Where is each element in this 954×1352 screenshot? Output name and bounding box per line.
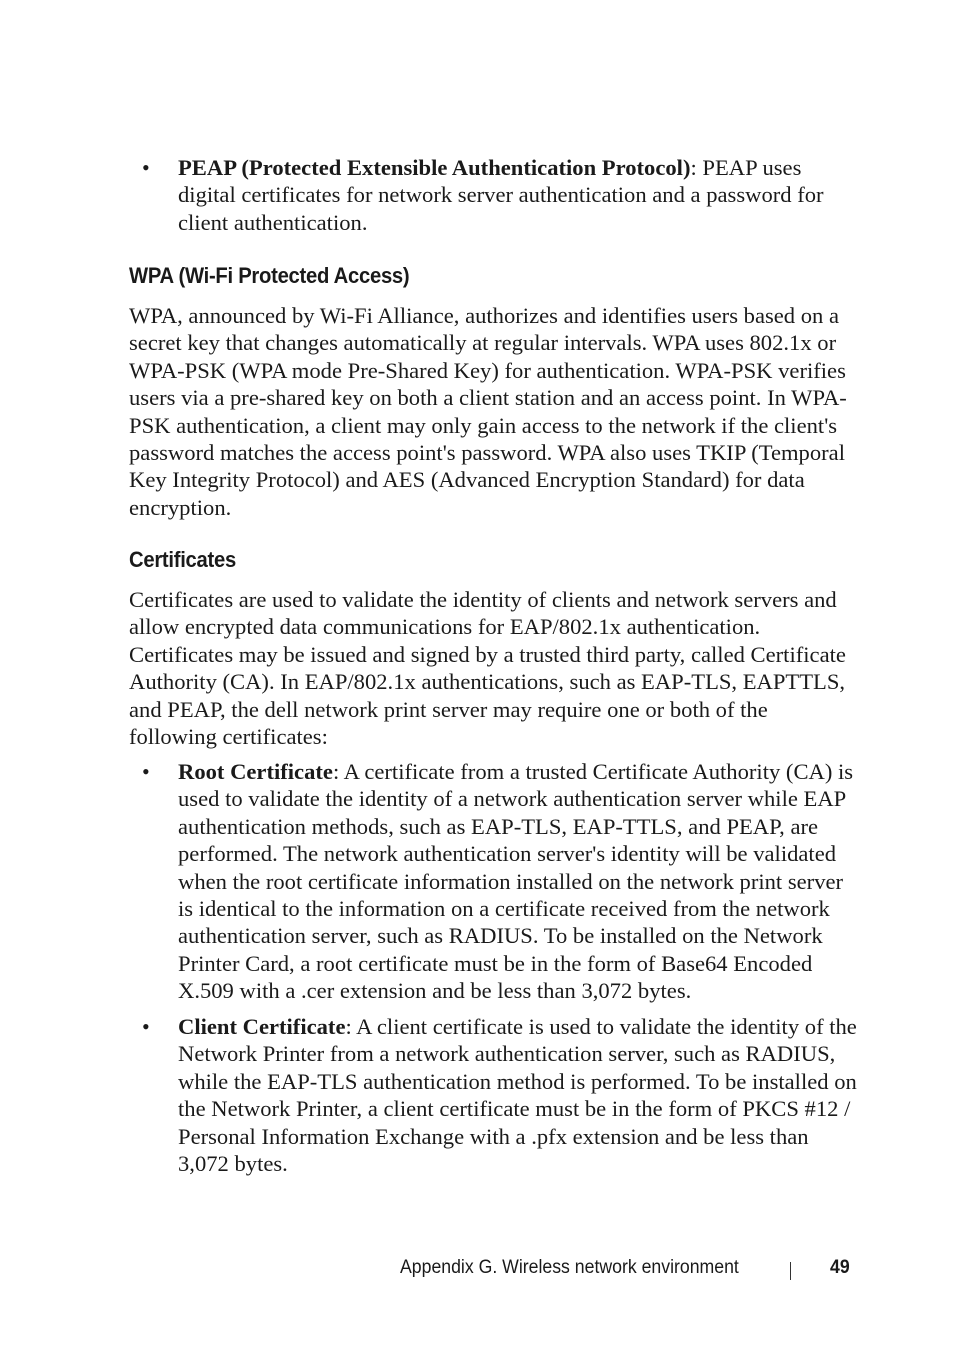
bullet-marker: • bbox=[142, 1014, 150, 1039]
peap-list-item bbox=[178, 154, 858, 236]
page-number: 49 bbox=[830, 1257, 850, 1278]
wpa-paragraph: WPA, announced by Wi-Fi Alliance, authorizes and identifies users based on a secret key that changes automatically at regular intervals. WPA uses 802.1x or WPA-PSK (WPA mode Pre-Shared Key) for authentication. WPA-PSK verifies users via a pre-shared key on both a client station and an access point. In WPA-PSK authentication, a client may only gain access to the network if the client's password matches the access point's password. WPA also uses TKIP (Temporal Key Integrity Protocol) and AES (Advanced Encryption Standard) for data encryption. bbox=[129, 303, 847, 520]
footer-chapter-title: Appendix G. Wireless network environment bbox=[400, 1257, 739, 1278]
certificates-heading: Certificates bbox=[129, 547, 236, 572]
bullet-marker: • bbox=[142, 759, 150, 784]
client-certificate-list-item bbox=[178, 1013, 858, 1177]
client-certificate-term: Client Certificate bbox=[178, 1014, 346, 1039]
root-certificate-list-item bbox=[178, 758, 858, 1005]
peap-description: : PEAP uses digital certificates for network server authentication and a password for client authentication. bbox=[178, 155, 824, 235]
root-certificate-term: Root Certificate bbox=[178, 759, 333, 784]
client-certificate-description: : A client certificate is used to validate the identity of the Network Printer from a network authentication server, such as RADIUS, while the EAP-TLS authentication method is performed. To be installed on the Network Printer, a client certificate must be in the form of PKCS #12 / Personal Information Exchange with a .pfx extension and be less than 3,072 bytes. bbox=[178, 1014, 857, 1177]
certificates-paragraph: Certificates are used to validate the identity of clients and network servers and allow encrypted data communications for EAP/802.1x authentication. Certificates may be issued and signed by a trusted third party, called Certificate Authority (CA). In EAP/802.1x authentications, such as EAP-TLS, EAPTTLS, and PEAP, the dell network print server may require one or both of the following certificates: bbox=[129, 587, 846, 750]
wpa-heading: WPA (Wi-Fi Protected Access) bbox=[129, 263, 410, 288]
footer-divider bbox=[790, 1262, 791, 1280]
peap-term: PEAP (Protected Extensible Authentication Protocol) bbox=[178, 155, 691, 180]
bullet-marker: • bbox=[142, 155, 150, 180]
root-certificate-description: : A certificate from a trusted Certificate Authority (CA) is used to validate the identity of a network authentication server while EAP authentication methods, such as EAP-TLS, EAP-TTLS, and PEAP, are performed. The network authentication server's identity will be validated when the root certificate information installed on the network print server is identical to the information on a certificate received from the network authentication server, such as RADIUS. To be installed on the Network Printer Card, a root certificate must be in the form of Base64 Encoded X.509 with a .cer extension and be less than 3,072 bytes. bbox=[178, 759, 854, 1004]
